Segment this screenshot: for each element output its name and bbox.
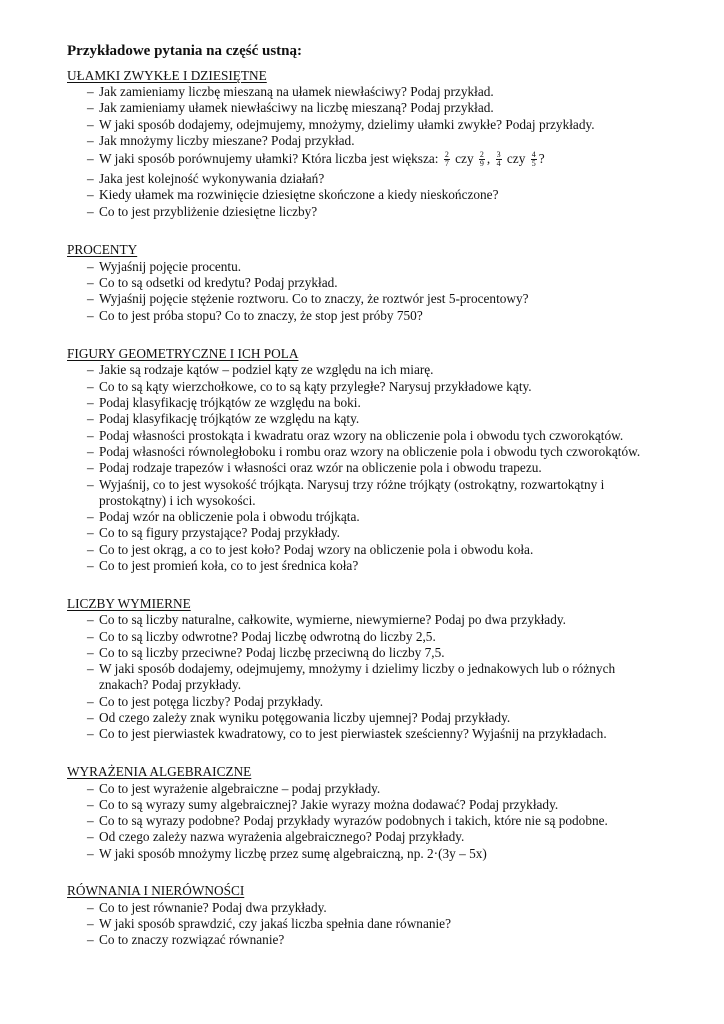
list-item: – Co to są odsetki od kredytu? Podaj przykład. [87, 275, 338, 290]
list-item-continuation: znakach? Podaj przykłady. [99, 677, 242, 692]
list-item: – Podaj własności równoległoboku i rombu oraz wzory na obliczenie pola i obwodu tych czworokątów. [87, 444, 641, 459]
list-item: – Co to są kąty wierzchołkowe, co to są kąty przyległe? Narysuj przykładowe kąty. [87, 379, 532, 394]
fraction: $\frac{3}{4}$ [496, 150, 501, 169]
list-item: – Co to jest pierwiastek kwadratowy, co to jest pierwiastek sześcienny? Wyjaśnij na przykładach. [87, 726, 607, 741]
list-item: – Co to jest potęga liczby? Podaj przykłady. [87, 694, 324, 709]
list-item: – Co to jest okrąg, a co to jest koło? Podaj wzory na obliczenie pola i obwodu koła. [87, 542, 534, 557]
section-heading-ulamki: UŁAMKI ZWYKŁE I DZIESIĘTNE [67, 68, 267, 83]
section-heading-rownania: RÓWNANIA I NIERÓWNOŚCI [67, 883, 245, 898]
list-item: – Wyjaśnij, co to jest wysokość trójkąta. Narysuj trzy różne trójkąty (ostrokątny, rozwartokątny i [87, 477, 605, 492]
section-heading-procenty: PROCENTY [67, 242, 138, 257]
list-item: – Co to jest promień koła, co to jest średnica koła? [87, 558, 359, 573]
fraction: $\frac{4}{5}$ [531, 150, 536, 169]
list-item: – Jak zamieniamy ułamek niewłaściwy na liczbę mieszaną? Podaj przykład. [87, 100, 494, 115]
list-item: – Od czego zależy znak wyniku potęgowania liczby ujemnej? Podaj przykłady. [87, 710, 511, 725]
list-item: – Co to są liczby naturalne, całkowite, wymierne, niewymierne? Podaj po dwa przykłady. [87, 612, 566, 627]
list-item: – Podaj klasyfikację trójkątów ze względu na kąty. [87, 411, 360, 426]
list-item: – Co to jest wyrażenie algebraiczne – podaj przykłady. [87, 781, 381, 796]
list-item: – Podaj własności prostokąta i kwadratu oraz wzory na obliczenie pola i obwodu tych czworokątów. [87, 428, 624, 443]
list-item: – Jak mnożymy liczby mieszane? Podaj przykład. [87, 133, 355, 148]
list-item: – Kiedy ułamek ma rozwinięcie dziesiętne skończone a kiedy nieskończone? [87, 187, 499, 202]
fraction: $\frac{2}{7}$ [444, 150, 449, 169]
section-heading-figury: FIGURY GEOMETRYCZNE I ICH POLA [67, 346, 299, 361]
list-item: – Podaj klasyfikację trójkątów ze względu na boki. [87, 395, 361, 410]
list-item: – Jaka jest kolejność wykonywania działań? [87, 171, 325, 186]
list-item-continuation: prostokątny) i ich wysokości. [99, 493, 256, 508]
list-item: – Co to są wyrazy sumy algebraicznej? Jakie wyrazy można dodawać? Podaj przykłady. [87, 797, 559, 812]
list-item: – W jaki sposób dodajemy, odejmujemy, mnożymy i dzielimy liczby o jednakowych lub o różnych [87, 661, 616, 676]
list-item: – Co to jest równanie? Podaj dwa przykłady. [87, 900, 327, 915]
list-item: – Co to jest przybliżenie dziesiętne liczby? [87, 204, 318, 219]
section-heading-liczby-wymierne: LICZBY WYMIERNE [67, 596, 191, 611]
list-item: – Co to są liczby przeciwne? Podaj liczbę przeciwną do liczby 7,5. [87, 645, 445, 660]
list-item: – Co to jest próba stopu? Co to znaczy, że stop jest próby 750? [87, 308, 423, 323]
list-item: – W jaki sposób sprawdzić, czy jakaś liczba spełnia dane równanie? [87, 916, 451, 931]
list-item: – Co to są wyrazy podobne? Podaj przykłady wyrazów podobnych i takich, które nie są podobne. [87, 813, 608, 828]
list-item-fractions: – W jaki sposób porównujemy ułamki? Która liczba jest większa: $\frac{2}{7}$ czy $\frac{2}{9}$ , $\frac{3}{4}$ czy $\frac{4}{5}$ ? [87, 150, 545, 169]
list-item: – Wyjaśnij pojęcie stężenie roztworu. Co to znaczy, że roztwór jest 5-procentowy? [87, 291, 529, 306]
list-item: – W jaki sposób dodajemy, odejmujemy, mnożymy, dzielimy ułamki zwykłe? Podaj przykłady. [87, 117, 595, 132]
list-item: – W jaki sposób mnożymy liczbę przez sumę algebraiczną, np. 2·(3y – 5x) [87, 846, 487, 861]
list-item: – Co to znaczy rozwiązać równanie? [87, 932, 285, 947]
list-item: – Wyjaśnij pojęcie procentu. [87, 259, 242, 274]
list-item: – Co to są liczby odwrotne? Podaj liczbę odwrotną do liczby 2,5. [87, 629, 436, 644]
list-item: – Co to są figury przystające? Podaj przykłady. [87, 525, 340, 540]
section-heading-wyrazenia: WYRAŻENIA ALGEBRAICZNE [67, 764, 252, 779]
page-title: Przykładowe pytania na część ustną: [67, 43, 302, 59]
list-item: – Jakie są rodzaje kątów – podziel kąty ze względu na ich miarę. [87, 362, 434, 377]
list-item: – Podaj rodzaje trapezów i własności oraz wzór na obliczenie pola i obwodu trapezu. [87, 460, 542, 475]
fraction: $\frac{2}{9}$ [479, 150, 484, 169]
list-item: – Od czego zależy nazwa wyrażenia algebraicznego? Podaj przykłady. [87, 829, 465, 844]
list-item: – Podaj wzór na obliczenie pola i obwodu trójkąta. [87, 509, 360, 524]
list-item: – Jak zamieniamy liczbę mieszaną na ułamek niewłaściwy? Podaj przykład. [87, 84, 494, 99]
